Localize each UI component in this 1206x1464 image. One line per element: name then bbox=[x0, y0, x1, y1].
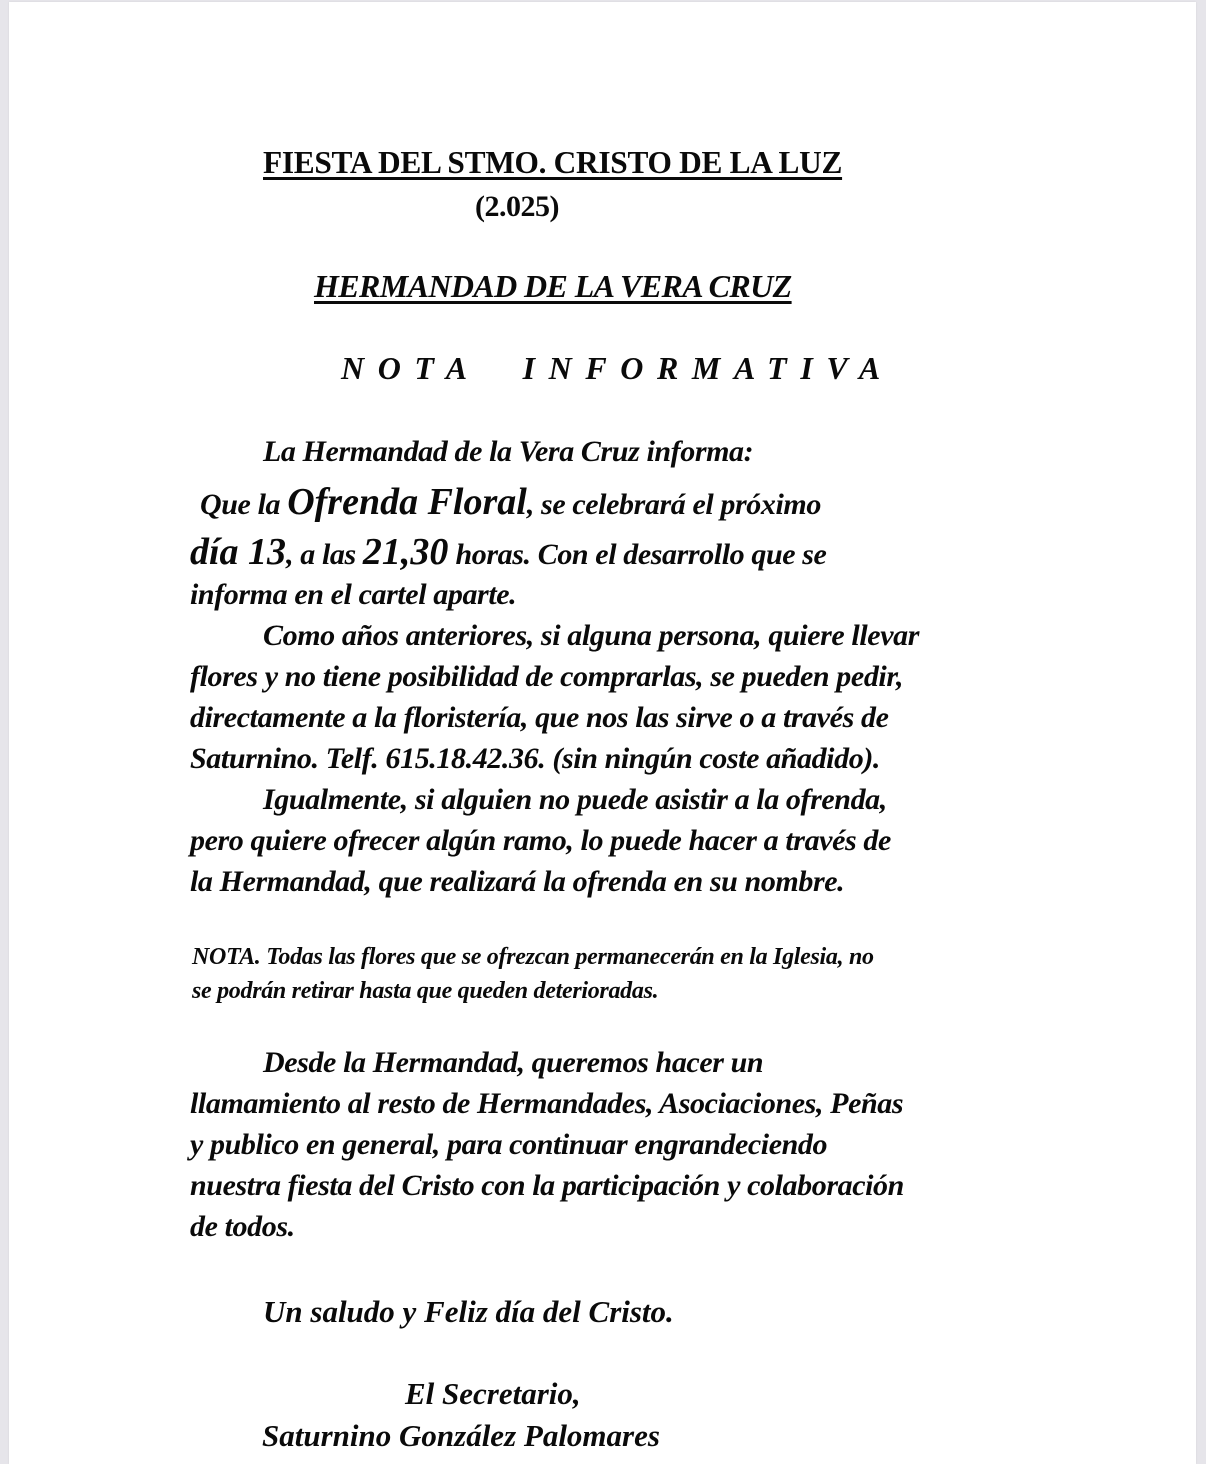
document-page bbox=[9, 2, 1196, 1464]
intro-line: La Hermandad de la Vera Cruz informa: bbox=[263, 435, 754, 468]
paragraph2-line: directamente a la floristería, que nos las sirve o a través de bbox=[190, 701, 889, 734]
ofrenda-floral-emphasis: Ofrenda Floral bbox=[287, 481, 527, 523]
organization-heading: HERMANDAD DE LA VERA CRUZ bbox=[314, 268, 792, 304]
paragraph4-line: llamamiento al resto de Hermandades, Asociaciones, Peñas bbox=[190, 1087, 904, 1120]
signature-role: El Secretario, bbox=[405, 1376, 581, 1411]
paragraph1-line1 bbox=[200, 480, 821, 524]
note-line: NOTA. Todas las flores que se ofrezcan permanecerán en la Iglesia, no bbox=[192, 944, 874, 970]
paragraph4-line: Desde la Hermandad, queremos hacer un bbox=[263, 1046, 764, 1079]
nota-informativa-heading: NOTA INFORMATIVA bbox=[341, 350, 894, 386]
paragraph2-line: Como años anteriores, si alguna persona, quiere llevar bbox=[263, 619, 919, 652]
text-fragment: , se celebrará el próximo bbox=[526, 488, 821, 521]
text-fragment: horas. Con el desarrollo que se bbox=[448, 538, 827, 571]
paragraph3-line: Igualmente, si alguien no puede asistir a la ofrenda, bbox=[263, 783, 887, 816]
document-title: FIESTA DEL STMO. CRISTO DE LA LUZ bbox=[263, 144, 843, 180]
text-fragment: , a las bbox=[286, 538, 363, 571]
note-line: se podrán retirar hasta que queden deterioradas. bbox=[192, 978, 659, 1004]
document-year: (2.025) bbox=[475, 190, 559, 223]
paragraph4-line: nuestra fiesta del Cristo con la participación y colaboración bbox=[190, 1169, 904, 1202]
signature-name: Saturnino González Palomares bbox=[262, 1418, 660, 1453]
text-fragment: Que la bbox=[200, 488, 288, 521]
event-time: 21,30 bbox=[362, 531, 449, 573]
paragraph1-line2 bbox=[190, 530, 826, 574]
closing-greeting: Un saludo y Feliz día del Cristo. bbox=[263, 1294, 674, 1329]
paragraph3-line: pero quiere ofrecer algún ramo, lo puede hacer a través de bbox=[190, 824, 891, 857]
event-day: día 13 bbox=[190, 531, 287, 573]
paragraph2-line: Saturnino. Telf. 615.18.42.36. (sin ningún coste añadido). bbox=[190, 742, 881, 775]
paragraph4-line: y publico en general, para continuar engrandeciendo bbox=[190, 1128, 828, 1161]
paragraph3-line: la Hermandad, que realizará la ofrenda en su nombre. bbox=[190, 865, 845, 898]
paragraph1-line3: informa en el cartel aparte. bbox=[190, 578, 517, 611]
paragraph4-line: de todos. bbox=[190, 1210, 295, 1243]
paragraph2-line: flores y no tiene posibilidad de comprarlas, se pueden pedir, bbox=[190, 660, 904, 693]
